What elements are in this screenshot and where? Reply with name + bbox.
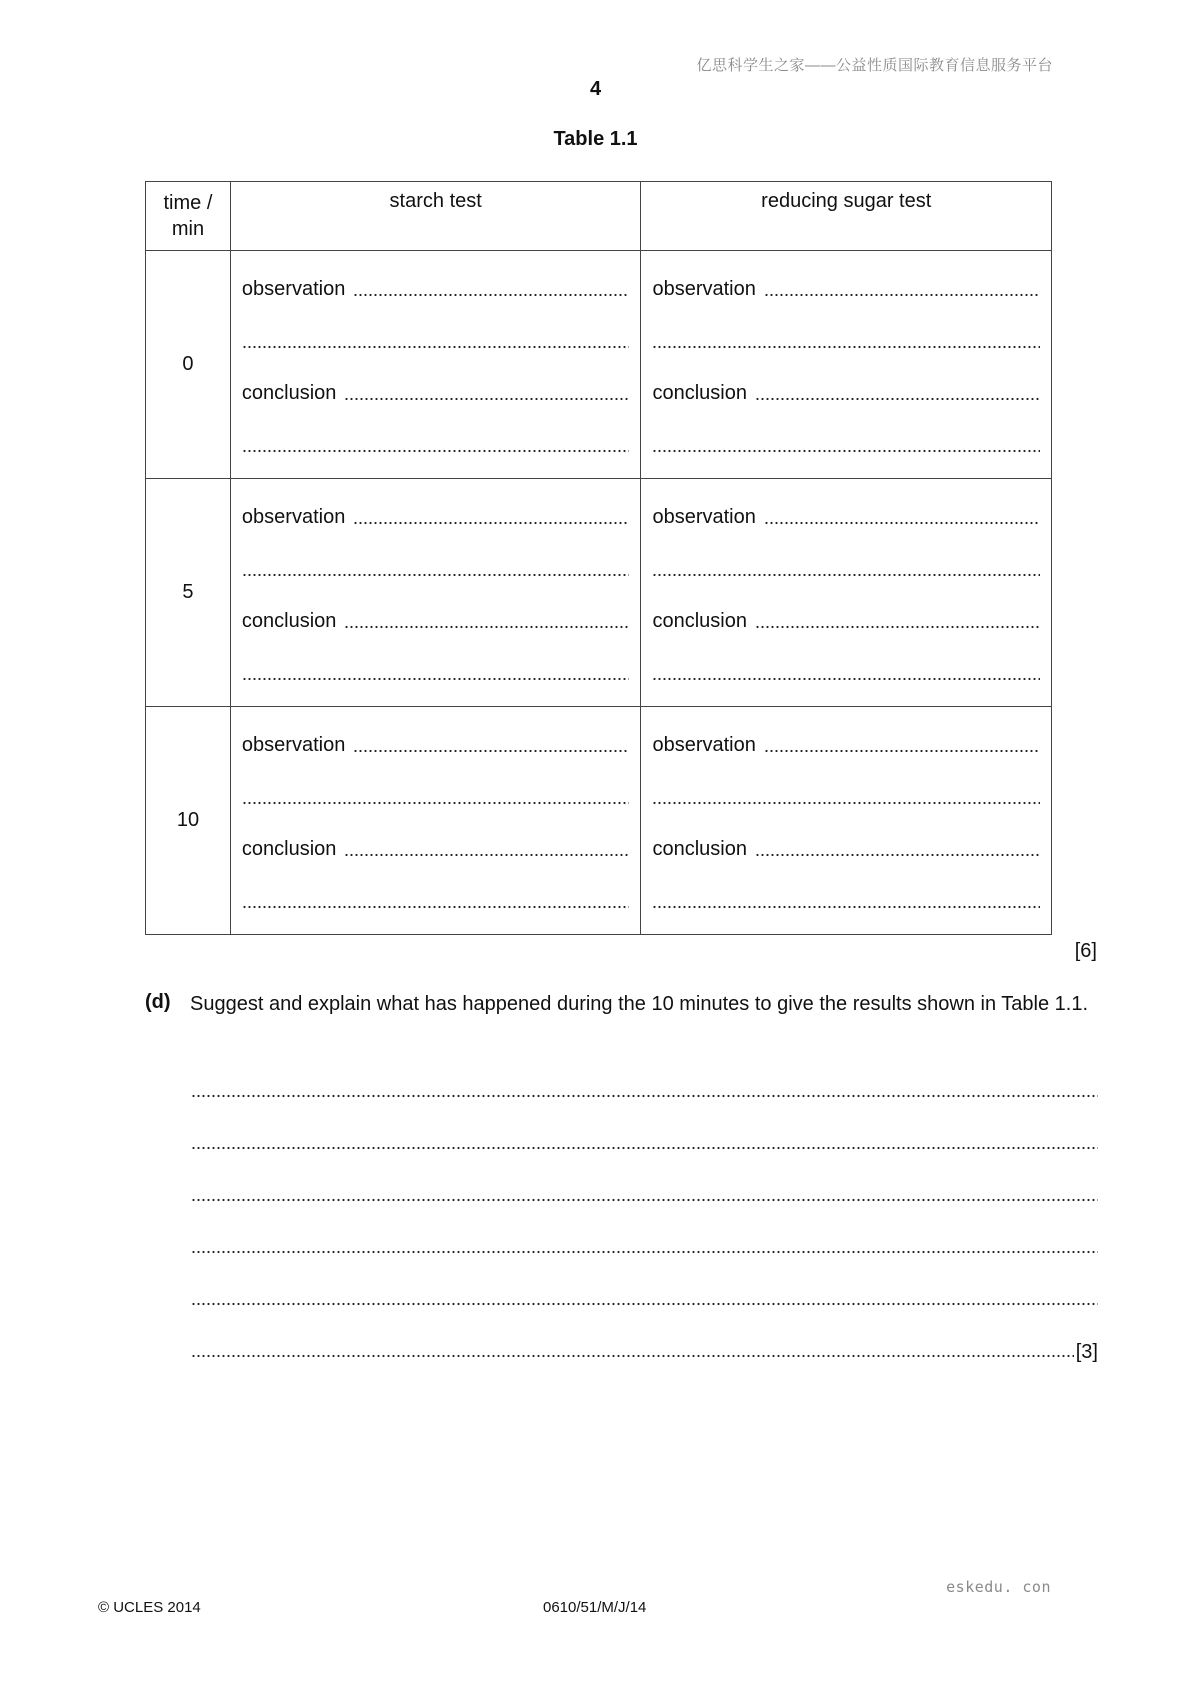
answer-dots [242, 801, 630, 805]
answer-dots [652, 677, 1040, 681]
observation-line[interactable] [242, 251, 630, 301]
answer-dots [242, 345, 630, 349]
observation-label: observation [652, 506, 756, 528]
observation-line[interactable] [652, 479, 1040, 529]
observation-label: observation [241, 506, 346, 528]
answer-line[interactable] [652, 301, 1040, 353]
sugar-answer-cell [641, 479, 1052, 707]
results-table [145, 181, 1052, 935]
conclusion-label: conclusion [241, 382, 337, 404]
starch-answer-cell [230, 479, 641, 707]
conclusion-label: conclusion [652, 610, 747, 632]
table-marks: [6] [1074, 940, 1097, 962]
observation-label: observation [241, 278, 346, 300]
answer-dots [353, 293, 629, 297]
time-cell: 0 [146, 251, 231, 479]
conclusion-line[interactable] [652, 353, 1040, 405]
sugar-answer-cell [641, 251, 1052, 479]
header-starch-label: starch test [389, 190, 482, 212]
answer-dots [344, 625, 629, 629]
answer-dots [764, 293, 1040, 297]
answer-dots [242, 573, 630, 577]
answer-dots [755, 853, 1040, 857]
conclusion-line[interactable] [242, 353, 630, 405]
answer-line[interactable] [191, 1208, 1098, 1260]
answer-line[interactable] [242, 861, 630, 913]
answer-dots [344, 853, 629, 857]
observation-line[interactable] [652, 707, 1040, 757]
answer-line[interactable] [191, 1104, 1098, 1156]
conclusion-label: conclusion [241, 838, 337, 860]
answer-dots [353, 749, 629, 753]
answer-line[interactable] [191, 1052, 1098, 1104]
conclusion-line[interactable] [652, 809, 1040, 861]
header-starch-test [230, 182, 641, 251]
starch-answer-cell [230, 251, 641, 479]
answer-line[interactable] [242, 757, 630, 809]
answer-dots [191, 1198, 1098, 1202]
header-time-label: time / min [163, 192, 213, 240]
answer-dots [191, 1146, 1098, 1150]
table-row [146, 479, 1052, 707]
answer-dots [652, 573, 1040, 577]
observation-label: observation [241, 734, 346, 756]
conclusion-label: conclusion [241, 610, 337, 632]
answer-dots [755, 397, 1040, 401]
header-reducing-sugar-test [641, 182, 1052, 251]
footer-paper-code: 0610/51/M/J/14 [543, 1599, 647, 1616]
answer-line[interactable] [242, 301, 630, 353]
answer-dots [764, 521, 1040, 525]
table-row [146, 707, 1052, 935]
answer-line[interactable] [191, 1312, 1098, 1364]
header-sugar-label: reducing sugar test [761, 190, 932, 212]
observation-line[interactable] [652, 251, 1040, 301]
question-d-label: (d) [145, 991, 171, 1013]
answer-dots [242, 905, 630, 909]
observation-label: observation [652, 734, 756, 756]
conclusion-label: conclusion [652, 838, 747, 860]
answer-line[interactable] [242, 405, 630, 457]
answer-dots [764, 749, 1040, 753]
time-cell: 5 [146, 479, 231, 707]
answer-line[interactable] [652, 757, 1040, 809]
observation-line[interactable] [242, 479, 630, 529]
starch-answer-cell [230, 707, 641, 935]
question-d-marks: [3] [1075, 1341, 1098, 1363]
answer-dots [191, 1094, 1098, 1098]
answer-dots [344, 397, 629, 401]
answer-dots [242, 449, 630, 453]
table-header-row [146, 182, 1052, 251]
question-d-text: Suggest and explain what has happened during the 10 minutes to give the results shown in Table 1.1. [190, 993, 1089, 1015]
answer-dots [242, 677, 630, 681]
sugar-answer-cell [641, 707, 1052, 935]
observation-line[interactable] [242, 707, 630, 757]
observation-label: observation [652, 278, 756, 300]
page-number: 4 [589, 78, 602, 100]
answer-dots [652, 905, 1040, 909]
footer-copyright: © UCLES 2014 [98, 1599, 201, 1616]
answer-dots [652, 449, 1040, 453]
conclusion-label: conclusion [652, 382, 747, 404]
answer-dots [755, 625, 1040, 629]
conclusion-line[interactable] [242, 809, 630, 861]
watermark-header: 亿思科学生之家——公益性质国际教育信息服务平台 [696, 57, 1053, 74]
question-d-answer-area [191, 1052, 1098, 1364]
answer-dots [652, 801, 1040, 805]
answer-dots [191, 1354, 1074, 1358]
answer-line[interactable] [191, 1156, 1098, 1208]
answer-line[interactable] [242, 633, 630, 685]
answer-line[interactable] [652, 529, 1040, 581]
watermark-footer: eskedu. con [946, 1578, 1051, 1596]
answer-dots [652, 345, 1040, 349]
answer-dots [353, 521, 629, 525]
conclusion-line[interactable] [242, 581, 630, 633]
conclusion-line[interactable] [652, 581, 1040, 633]
answer-line[interactable] [191, 1260, 1098, 1312]
table-row [146, 251, 1052, 479]
time-cell: 10 [146, 707, 231, 935]
answer-dots [191, 1302, 1098, 1306]
answer-line[interactable] [652, 633, 1040, 685]
answer-dots [191, 1250, 1098, 1254]
table-title: Table 1.1 [553, 128, 638, 150]
header-time [146, 182, 231, 251]
answer-line[interactable] [652, 405, 1040, 457]
answer-line[interactable] [652, 861, 1040, 913]
answer-line[interactable] [242, 529, 630, 581]
